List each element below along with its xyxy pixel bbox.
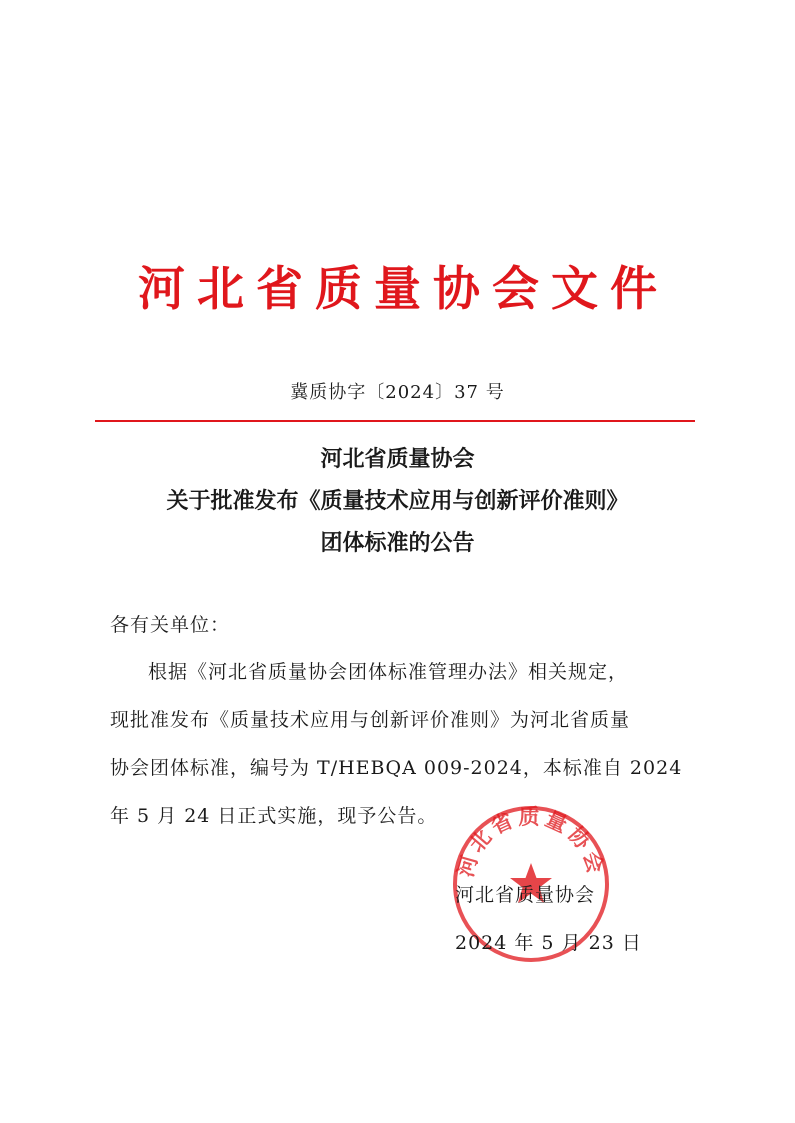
title-line-3: 团体标准的公告 xyxy=(320,530,475,556)
body-paragraph xyxy=(110,648,710,840)
seal-text: 河北省质量协会 xyxy=(453,804,609,880)
signature-date: 2024 年 5 月 23 日 xyxy=(455,932,642,954)
signature-organization: 河北省质量协会 xyxy=(455,884,596,906)
title-line-2: 关于批准发布《质量技术应用与创新评价准则》 xyxy=(166,488,629,514)
body-line-3: 协会团体标准，编号为 T/HEBQA 009-2024，本标准自 2024 xyxy=(110,757,683,779)
body-line-4: 年 5 月 24 日正式实施，现予公告。 xyxy=(110,805,438,827)
body-line-2: 现批准发布《质量技术应用与创新评价准则》为河北省质量 xyxy=(110,709,631,731)
title-line-1: 河北省质量协会 xyxy=(320,446,475,472)
salutation: 各有关单位： xyxy=(110,614,231,636)
document-header-title: 河北省质量协会文件 xyxy=(138,262,669,317)
announcement-title xyxy=(0,438,795,564)
document-number: 冀质协字〔2024〕37 号 xyxy=(290,382,505,403)
header-divider xyxy=(95,420,695,422)
body-line-1: 根据《河北省质量协会团体标准管理办法》相关规定， xyxy=(148,661,629,683)
